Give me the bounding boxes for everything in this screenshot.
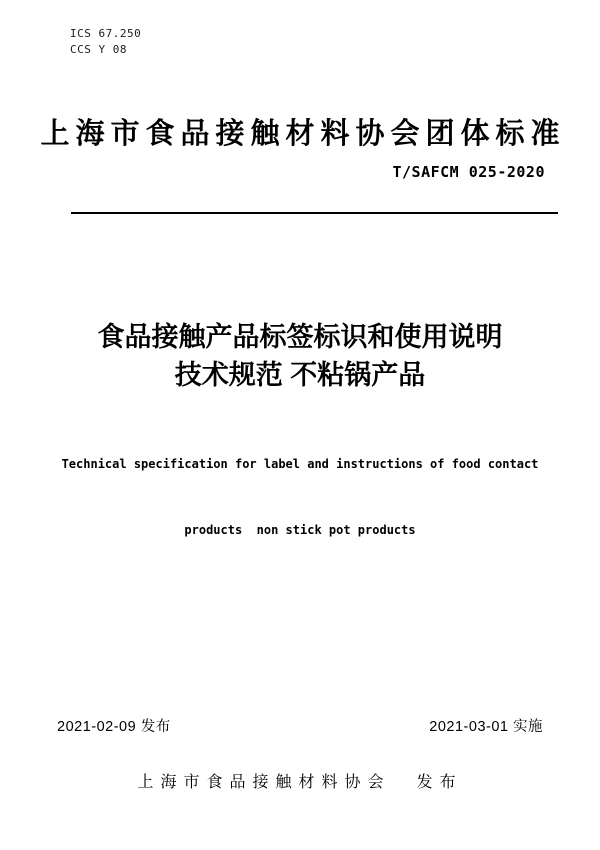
publisher-name: 上海市食品接触材料协会 xyxy=(137,774,391,791)
issue-date: 2021-02-09 发布 xyxy=(57,719,171,735)
document-title-cn-line2: 技术规范 不粘锅产品 xyxy=(174,360,426,390)
implementation-date: 2021-03-01 实施 xyxy=(429,719,543,735)
date-row xyxy=(57,715,543,736)
document-title-en xyxy=(0,409,600,585)
ccs-code: CCS Y 08 xyxy=(70,43,127,56)
publisher-row xyxy=(0,769,600,792)
ics-code: ICS 67.250 xyxy=(70,27,142,40)
header-divider-rule xyxy=(71,212,558,214)
document-title-en-line1: Technical specification for label and instructions of food contact xyxy=(61,457,539,471)
standard-number: T/SAFCM 025-2020 xyxy=(392,163,545,181)
document-title-cn-line1: 食品接触产品标签标识和使用说明 xyxy=(97,322,503,352)
document-title-en-line2: products non stick pot products xyxy=(184,523,416,537)
association-standard-title: 上海市食品接触材料协会团体标准 xyxy=(40,118,566,150)
classification-codes xyxy=(70,26,141,58)
document-title-cn xyxy=(0,318,600,394)
publish-action-label: 发布 xyxy=(416,774,463,791)
